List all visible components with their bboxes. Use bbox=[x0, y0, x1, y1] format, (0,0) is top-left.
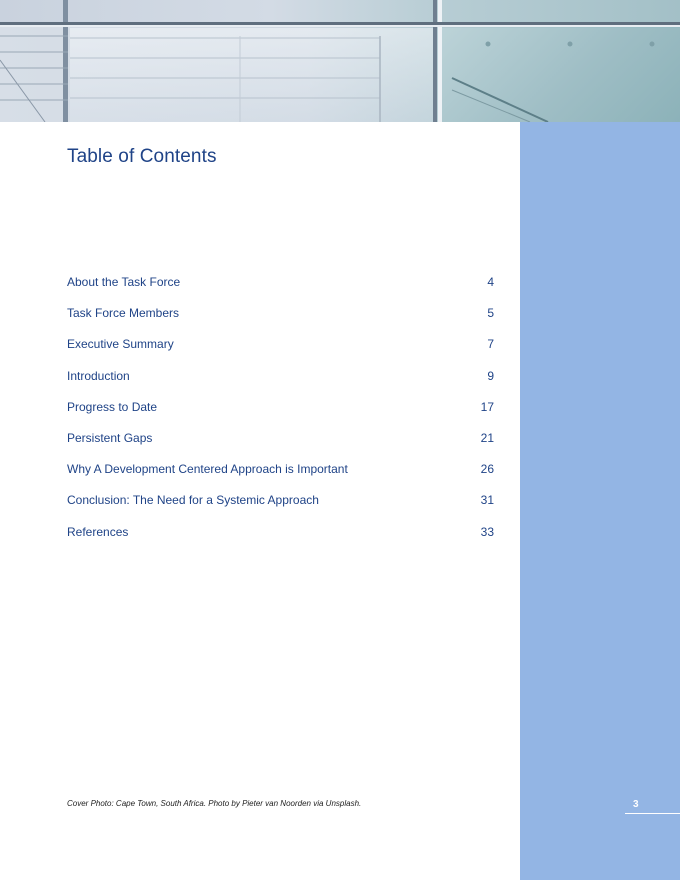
toc-entry-page-number[interactable]: 7 bbox=[487, 337, 494, 352]
toc-entry-label[interactable]: Task Force Members bbox=[67, 306, 180, 321]
toc-entry[interactable] bbox=[67, 462, 494, 493]
toc-entry-label[interactable]: Why A Development Centered Approach is Important bbox=[67, 462, 348, 477]
toc-entry-label[interactable]: Progress to Date bbox=[67, 399, 158, 414]
toc-entry-page-number[interactable]: 9 bbox=[487, 368, 494, 383]
cover-photo-credit: Cover Photo: Cape Town, South Africa. Photo by Pieter van Noorden via Unsplash. bbox=[67, 799, 362, 808]
toc-entry-label[interactable]: Persistent Gaps bbox=[67, 430, 153, 445]
side-color-panel bbox=[520, 122, 680, 880]
page-title: Table of Contents bbox=[67, 146, 217, 167]
toc-entry-page-number[interactable]: 5 bbox=[487, 306, 494, 321]
toc-entry[interactable] bbox=[67, 525, 494, 556]
toc-entry-page-number[interactable]: 33 bbox=[480, 524, 494, 539]
toc-entry[interactable] bbox=[67, 369, 494, 400]
toc-entry-page-number[interactable]: 17 bbox=[480, 399, 494, 414]
toc-entry[interactable] bbox=[67, 431, 494, 462]
toc-entry-page-number[interactable]: 31 bbox=[480, 493, 494, 508]
photo-architecture-lines bbox=[0, 0, 680, 122]
toc-entry-page-number[interactable]: 21 bbox=[480, 430, 494, 445]
toc-entry-page-number[interactable]: 4 bbox=[487, 275, 494, 289]
toc-entry-label[interactable]: About the Task Force bbox=[67, 275, 181, 289]
toc-entry[interactable] bbox=[67, 400, 494, 431]
toc-entry-label[interactable]: Executive Summary bbox=[67, 337, 174, 352]
header-photo bbox=[0, 0, 680, 122]
toc-entry-label[interactable]: Introduction bbox=[67, 368, 130, 383]
toc-entry-page-number[interactable]: 26 bbox=[480, 462, 494, 477]
page-number-rule bbox=[625, 813, 680, 814]
toc-entry[interactable] bbox=[67, 493, 494, 524]
page-number: 3 bbox=[633, 799, 639, 810]
toc-entry[interactable] bbox=[67, 275, 494, 306]
toc-entry[interactable] bbox=[67, 306, 494, 337]
toc-entry-label[interactable]: Conclusion: The Need for a Systemic Approach bbox=[67, 493, 319, 508]
toc-entry[interactable] bbox=[67, 337, 494, 368]
toc-entry-label[interactable]: References bbox=[67, 524, 129, 539]
table-of-contents bbox=[67, 275, 494, 556]
